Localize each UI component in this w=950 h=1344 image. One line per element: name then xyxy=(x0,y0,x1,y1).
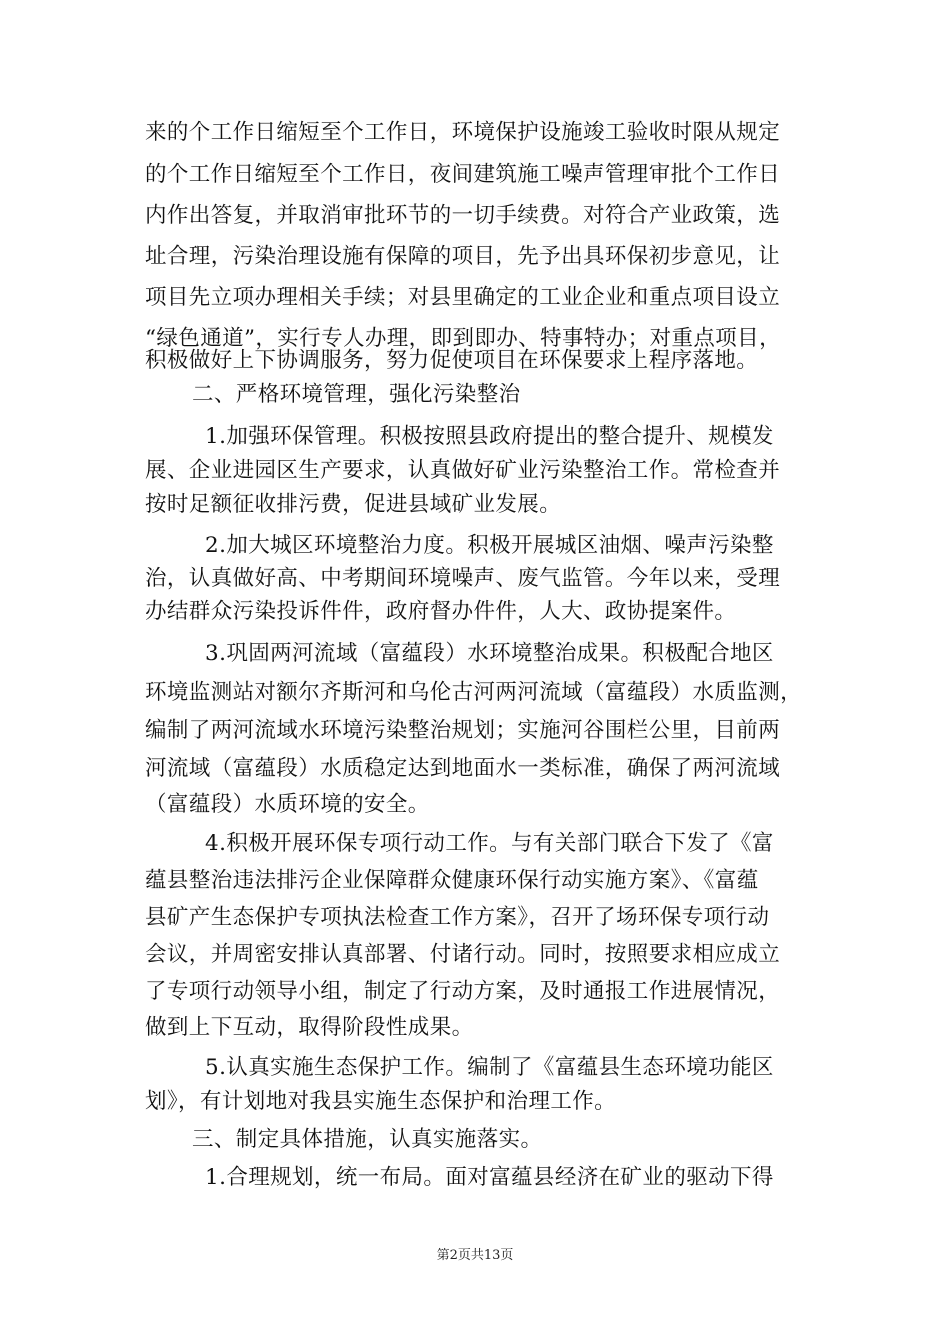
body-line: 按时足额征收排污费，促进县域矿业发展。 xyxy=(145,492,562,517)
section-heading: 二、严格环境管理，强化污染整治 xyxy=(192,382,521,407)
body-line: 办结群众污染投诉件件，政府督办件件，人大、政协提案件。 xyxy=(145,599,737,624)
body-line: 展、企业进园区生产要求，认真做好矿业污染整治工作。常检查并 xyxy=(145,458,781,483)
page-number-footer xyxy=(0,1244,950,1263)
list-item-line: 3.巩固两河流域（富蕴段）水环境整治成果。积极配合地区 xyxy=(205,641,774,666)
body-line: 积极做好上下协调服务，努力促使项目在环保要求上程序落地。 xyxy=(145,348,759,373)
body-line: “绿色通道”，实行专人办理，即到即办、特事特办；对重点项目， xyxy=(145,326,781,351)
section-heading: 三、制定具体措施，认真实施落实。 xyxy=(192,1127,543,1152)
body-line: 县矿产生态保护专项执法检查工作方案》，召开了场环保专项行动 xyxy=(145,905,770,930)
body-line: 来的个工作日缩短至个工作日，环境保护设施竣工验收时限从规定 xyxy=(145,120,781,145)
body-line: 址合理，污染治理设施有保障的项目，先予出具环保初步意见，让 xyxy=(145,244,781,269)
body-line: 了专项行动领导小组，制定了行动方案，及时通报工作进展情况， xyxy=(145,979,781,1004)
list-item-line: 2.加大城区环境整治力度。积极开展城区油烟、噪声污染整 xyxy=(205,533,774,558)
body-line: 编制了两河流域水环境污染整治规划；实施河谷围栏公里，目前两 xyxy=(145,718,781,743)
page-number: 第2页共13页 xyxy=(436,1248,514,1263)
body-line: 做到上下互动，取得阶段性成果。 xyxy=(145,1015,474,1040)
list-item-line: 1.加强环保管理。积极按照县政府提出的整合提升、规模发 xyxy=(205,424,774,449)
list-item-line: 4.积极开展环保专项行动工作。与有关部门联合下发了《富 xyxy=(205,831,774,856)
body-line: 会议，并周密安排认真部署、付诸行动。同时，按照要求相应成立 xyxy=(145,942,781,967)
list-item-line: 1.合理规划，统一布局。面对富蕴县经济在矿业的驱动下得 xyxy=(205,1165,774,1190)
body-line: 内作出答复，并取消审批环节的一切手续费。对符合产业政策，选 xyxy=(145,203,781,228)
body-line: 河流域（富蕴段）水质稳定达到地面水一类标准，确保了两河流域 xyxy=(145,756,781,781)
list-item-line: 5.认真实施生态保护工作。编制了《富蕴县生态环境功能区 xyxy=(205,1055,774,1080)
body-line: 蕴县整治违法排污企业保障群众健康环保行动实施方案》、《富蕴 xyxy=(145,868,759,893)
body-line: 环境监测站对额尔齐斯河和乌伦古河两河流域（富蕴段）水质监测， xyxy=(145,680,803,705)
body-line: 项目先立项办理相关手续；对县里确定的工业企业和重点项目设立 xyxy=(145,285,781,310)
body-line: （富蕴段）水质环境的安全。 xyxy=(145,792,430,817)
body-line: 的个工作日缩短至个工作日，夜间建筑施工噪声管理审批个工作日 xyxy=(145,162,781,187)
body-line: 治，认真做好高、中考期间环境噪声、废气监管。今年以来，受理 xyxy=(145,566,781,591)
body-line: 划》，有计划地对我县实施生态保护和治理工作。 xyxy=(145,1089,617,1114)
